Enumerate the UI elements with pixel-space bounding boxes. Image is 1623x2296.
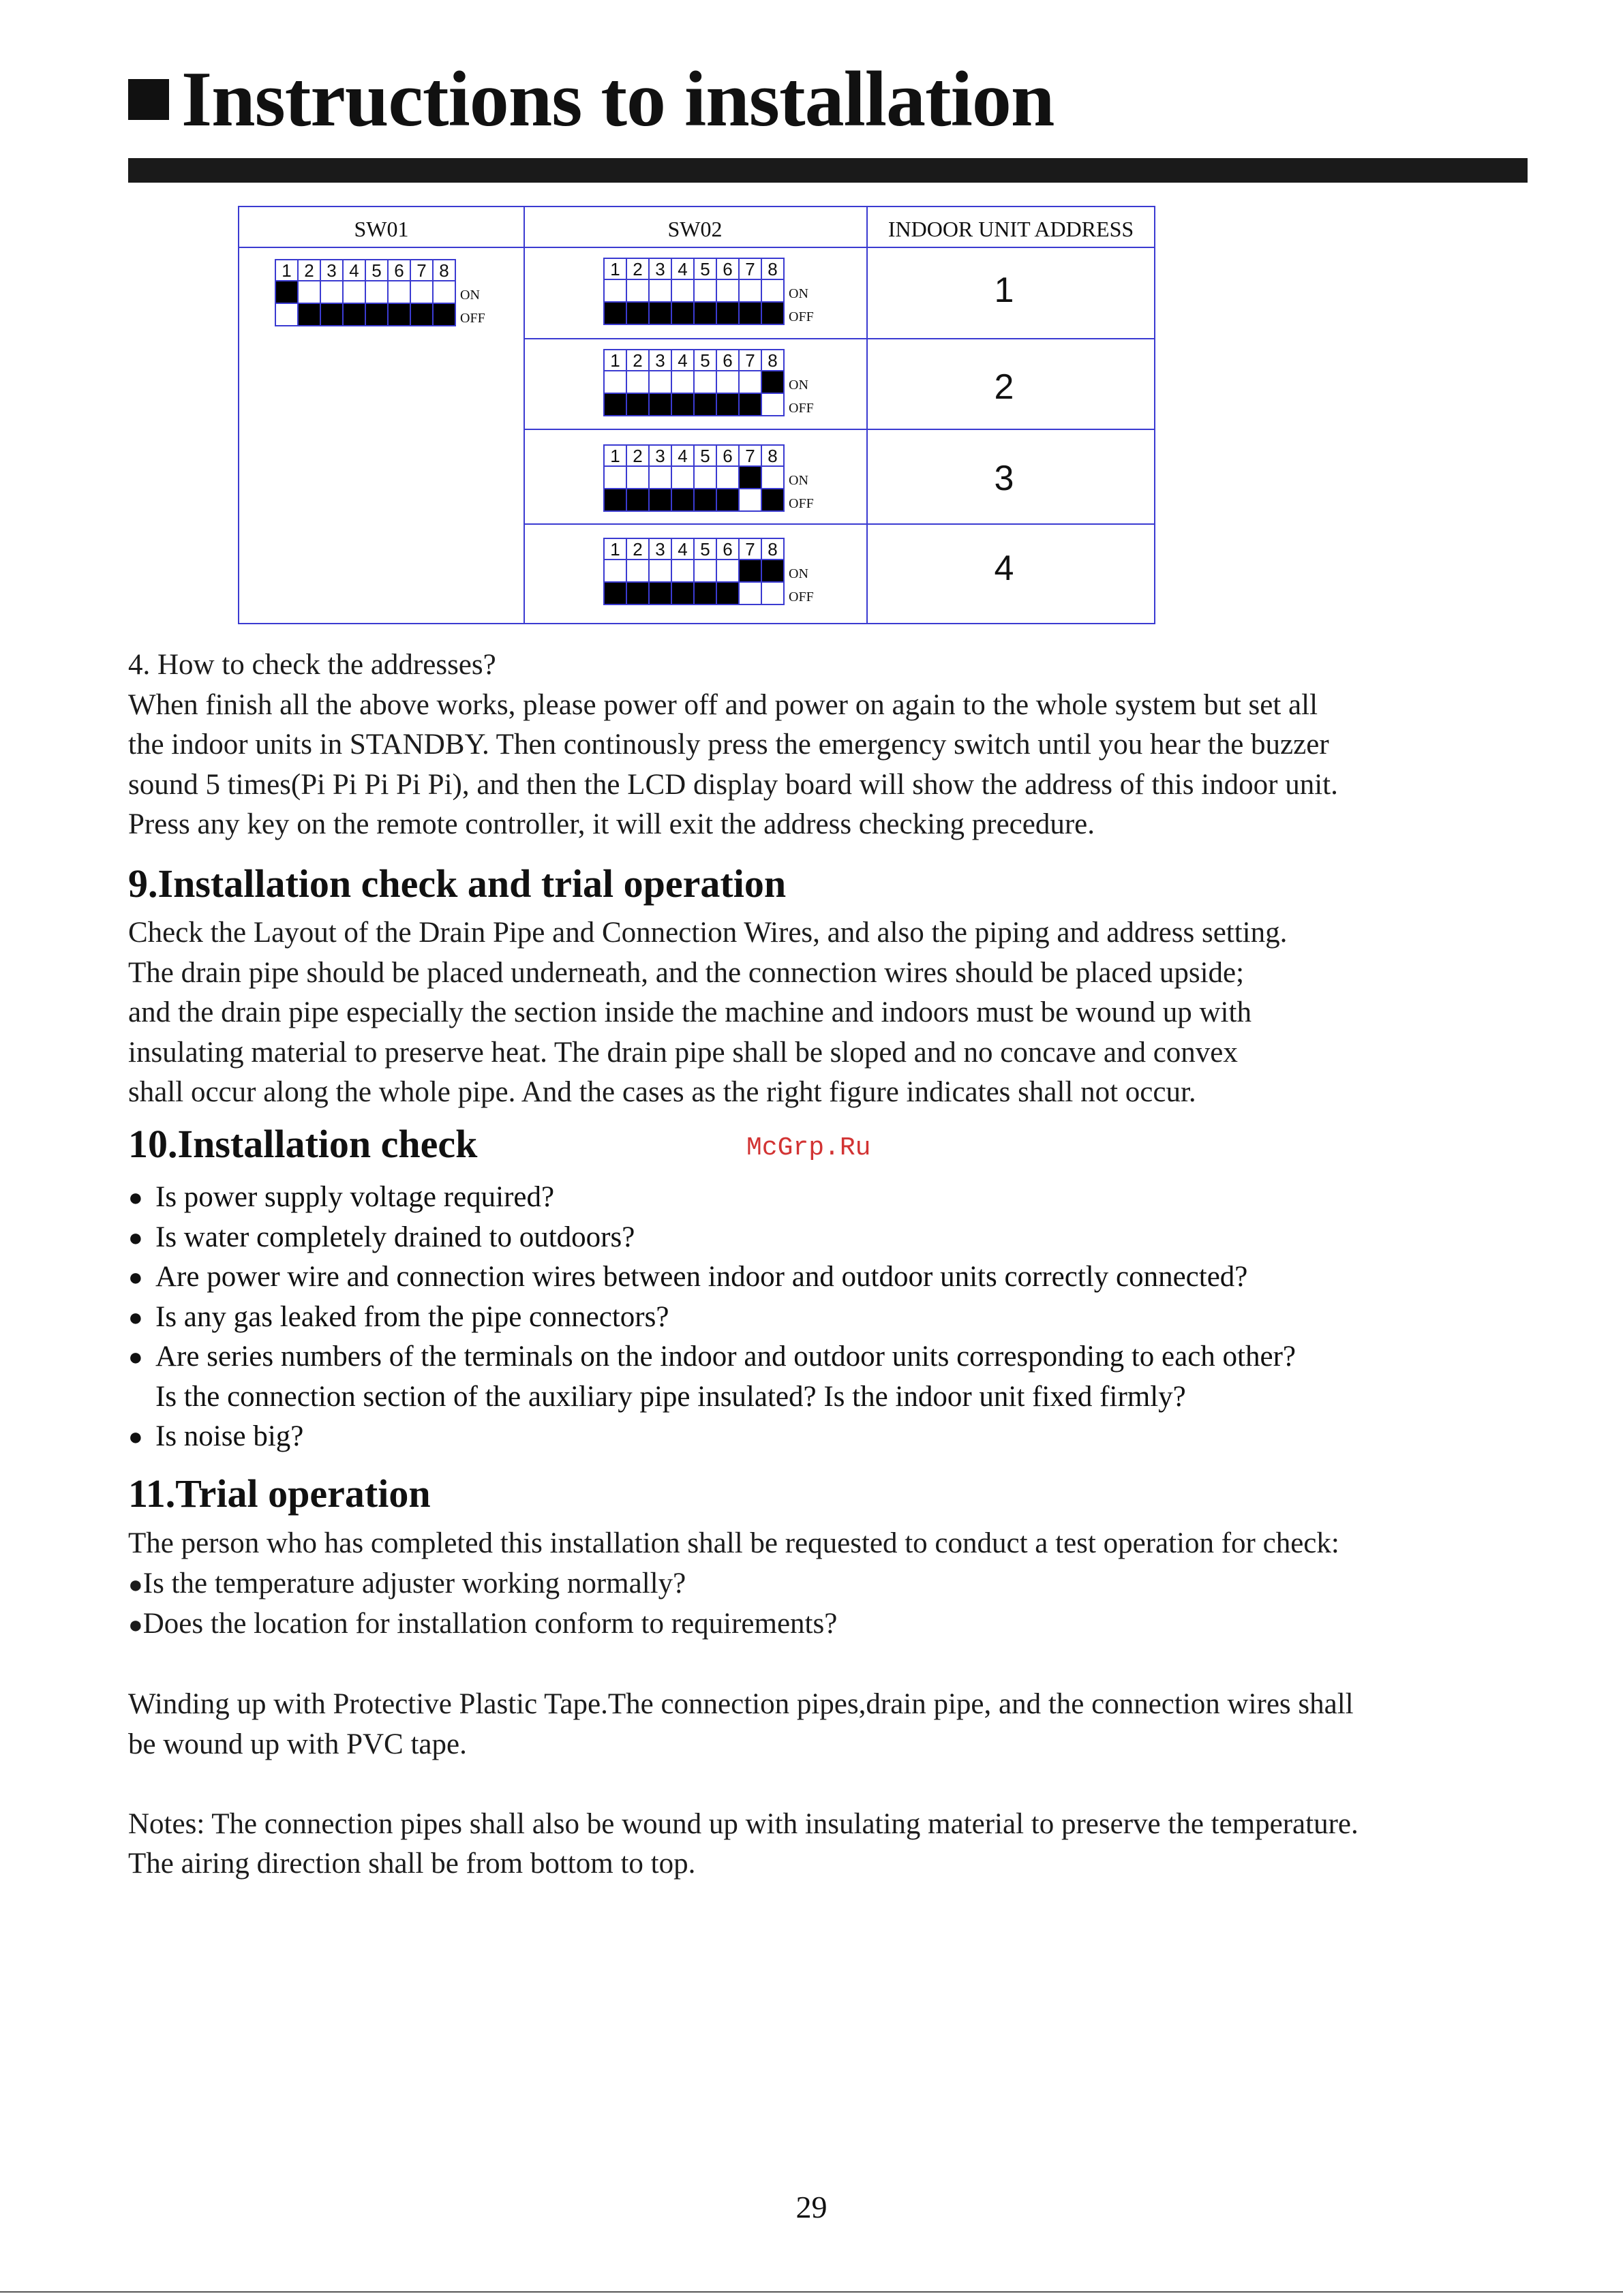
switch-on-row-cell — [762, 560, 785, 583]
bullet-icon: ● — [128, 1611, 143, 1638]
switch-off-row-cell — [650, 583, 672, 605]
table-divider — [524, 429, 1154, 430]
paragraph-line: shall occur along the whole pipe. And the cases as the right figure indicates shall not occur. — [128, 1076, 1196, 1108]
indoor-unit-address: 2 — [994, 367, 1014, 407]
list-item-continuation: Is the connection section of the auxiliary pipe insulated? Is the indoor unit fixed firmly? — [155, 1380, 1186, 1413]
dip-switch-grid — [603, 258, 785, 325]
switch-off-row-cell — [695, 583, 717, 605]
switch-off-row-cell — [762, 303, 785, 325]
list-item: ● Are power wire and connection wires between indoor and outdoor units correctly connected? — [128, 1257, 1296, 1298]
indoor-unit-address: 4 — [994, 549, 1014, 588]
switch-number: 5 — [695, 350, 717, 371]
switch-number: 3 — [321, 260, 344, 281]
off-label: OFF — [789, 496, 814, 511]
dip-switch-table — [238, 206, 1155, 624]
switch-number: 7 — [740, 446, 762, 467]
switch-off-row-cell — [695, 394, 717, 416]
switch-number: 2 — [627, 259, 650, 280]
switch-on-row-cell — [672, 560, 695, 583]
switch-number: 5 — [695, 446, 717, 467]
table-divider — [524, 338, 1154, 339]
watermark: McGrp.Ru — [746, 1133, 871, 1163]
switch-number: 1 — [276, 260, 299, 281]
sw01-dip-switch — [275, 259, 485, 326]
switch-off-row-cell — [740, 303, 762, 325]
installation-check-list — [128, 1178, 1296, 1457]
switch-on-row-cell — [627, 280, 650, 303]
switch-off-row-cell — [627, 489, 650, 512]
switch-number: 8 — [762, 446, 785, 467]
switch-off-row-cell — [740, 583, 762, 605]
list-item: ●Is the temperature adjuster working normally? — [128, 1567, 686, 1599]
switch-on-row-cell — [627, 371, 650, 394]
list-item: ● Is noise big? — [128, 1417, 1296, 1457]
switch-number: 5 — [366, 260, 389, 281]
switch-off-row-cell — [627, 394, 650, 416]
switch-off-row-cell — [717, 303, 740, 325]
switch-off-row-cell — [276, 304, 299, 326]
switch-on-row-cell — [650, 560, 672, 583]
sw02-dip-switch — [603, 349, 814, 416]
bullet-icon: ● — [128, 1184, 143, 1211]
paragraph-line: Winding up with Protective Plastic Tape.The connection pipes,drain pipe, and the connection wires shall — [128, 1688, 1354, 1720]
page-header — [128, 56, 1055, 143]
switch-off-row-cell — [321, 304, 344, 326]
switch-on-row-cell — [717, 467, 740, 489]
on-label: ON — [460, 288, 480, 303]
switch-off-row-cell — [740, 394, 762, 416]
switch-on-row-cell — [605, 371, 627, 394]
switch-off-row-cell — [605, 489, 627, 512]
switch-off-row-cell — [627, 583, 650, 605]
switch-off-row-cell — [344, 304, 366, 326]
switch-number: 3 — [650, 446, 672, 467]
switch-on-row-cell — [321, 281, 344, 304]
paragraph-line: Press any key on the remote controller, it will exit the address checking precedure. — [128, 808, 1095, 840]
dip-switch-grid — [603, 444, 785, 512]
section-9-body — [128, 913, 1546, 1113]
switch-on-row-cell — [762, 280, 785, 303]
table-divider — [239, 247, 1154, 248]
switch-off-row-cell — [672, 303, 695, 325]
list-item: ● Are series numbers of the terminals on the indoor and outdoor units corresponding to each other? — [128, 1337, 1296, 1377]
switch-on-row-cell — [695, 560, 717, 583]
switch-on-row-cell — [299, 281, 321, 304]
switch-off-row-cell — [434, 304, 456, 326]
switch-on-row-cell — [740, 280, 762, 303]
paragraph-line: Check the Layout of the Drain Pipe and Connection Wires, and also the piping and address setting. — [128, 917, 1288, 949]
switch-number: 6 — [389, 260, 411, 281]
title-square-icon — [128, 79, 169, 120]
switch-number: 8 — [762, 539, 785, 560]
switch-number: 7 — [411, 260, 434, 281]
switch-on-row-cell — [605, 560, 627, 583]
switch-on-row-cell — [650, 280, 672, 303]
paragraph-line: be wound up with PVC tape. — [128, 1728, 467, 1760]
switch-off-row-cell — [740, 489, 762, 512]
switch-off-row-cell — [366, 304, 389, 326]
sw02-dip-switch — [603, 538, 814, 605]
paragraph-line: and the drain pipe especially the section inside the machine and indoors must be wound up with — [128, 996, 1252, 1028]
switch-number: 2 — [299, 260, 321, 281]
switch-number: 3 — [650, 539, 672, 560]
on-label: ON — [789, 378, 808, 393]
switch-on-row-cell — [762, 371, 785, 394]
switch-on-row-cell — [695, 280, 717, 303]
indoor-unit-address: 1 — [994, 271, 1014, 310]
bullet-icon: ● — [128, 1343, 143, 1371]
switch-on-row-cell — [740, 371, 762, 394]
switch-on-row-cell — [276, 281, 299, 304]
switch-on-row-cell — [605, 467, 627, 489]
section-11-body — [128, 1524, 1546, 1884]
section-4 — [128, 645, 1546, 845]
bullet-icon: ● — [128, 1570, 143, 1598]
paragraph-line: The drain pipe should be placed underneath, and the connection wires should be placed upside; — [128, 956, 1245, 989]
list-item: ●Does the location for installation conform to requirements? — [128, 1608, 838, 1640]
switch-on-row-cell — [762, 467, 785, 489]
switch-on-row-cell — [650, 467, 672, 489]
table-divider — [524, 523, 1154, 525]
paragraph-line: sound 5 times(Pi Pi Pi Pi Pi), and then the LCD display board will show the address of this indoor unit. — [128, 768, 1338, 801]
column-header-address: INDOOR UNIT ADDRESS — [888, 217, 1134, 241]
switch-number: 2 — [627, 446, 650, 467]
indoor-unit-address: 3 — [994, 459, 1014, 498]
switch-number: 8 — [762, 350, 785, 371]
paragraph-line: the indoor units in STANDBY. Then continously press the emergency switch until you hear the buzzer — [128, 729, 1329, 761]
switch-on-row-cell — [627, 560, 650, 583]
switch-on-row-cell — [740, 560, 762, 583]
switch-number: 7 — [740, 539, 762, 560]
switch-off-row-cell — [717, 394, 740, 416]
switch-on-row-cell — [650, 371, 672, 394]
switch-number: 6 — [717, 350, 740, 371]
page-number: 29 — [795, 2190, 828, 2224]
switch-on-row-cell — [717, 560, 740, 583]
switch-number: 4 — [672, 350, 695, 371]
switch-off-row-cell — [650, 303, 672, 325]
switch-on-row-cell — [717, 280, 740, 303]
on-label: ON — [789, 473, 808, 488]
switch-off-row-cell — [762, 583, 785, 605]
switch-number: 4 — [672, 259, 695, 280]
switch-on-row-cell — [411, 281, 434, 304]
switch-off-row-cell — [389, 304, 411, 326]
switch-off-row-cell — [627, 303, 650, 325]
switch-number: 1 — [605, 259, 627, 280]
switch-off-row-cell — [605, 583, 627, 605]
table-divider — [866, 207, 868, 623]
paragraph-line: The airing direction shall be from bottom to top. — [128, 1848, 696, 1880]
list-item: ● Is water completely drained to outdoors? — [128, 1218, 1296, 1258]
switch-on-row-cell — [344, 281, 366, 304]
switch-number: 8 — [762, 259, 785, 280]
switch-on-row-cell — [434, 281, 456, 304]
switch-off-row-cell — [717, 489, 740, 512]
switch-off-row-cell — [672, 583, 695, 605]
switch-off-row-cell — [762, 489, 785, 512]
switch-number: 1 — [605, 539, 627, 560]
switch-off-row-cell — [672, 489, 695, 512]
switch-number: 4 — [672, 539, 695, 560]
switch-number: 7 — [740, 259, 762, 280]
switch-number: 6 — [717, 539, 740, 560]
on-label: ON — [789, 286, 808, 301]
switch-on-row-cell — [740, 467, 762, 489]
dip-switch-grid — [603, 349, 785, 416]
bullet-icon: ● — [128, 1264, 143, 1291]
switch-number: 7 — [740, 350, 762, 371]
on-label: ON — [789, 566, 808, 581]
paragraph-line: When finish all the above works, please power off and power on again to the whole system but set all — [128, 688, 1318, 721]
switch-off-row-cell — [605, 303, 627, 325]
switch-on-row-cell — [605, 280, 627, 303]
paragraph-line: Notes: The connection pipes shall also be wound up with insulating material to preserve the temperature. — [128, 1807, 1359, 1840]
bottom-rule — [0, 2291, 1623, 2293]
off-label: OFF — [789, 401, 814, 416]
switch-on-row-cell — [717, 371, 740, 394]
list-item: ● Is power supply voltage required? — [128, 1178, 1296, 1218]
switch-on-row-cell — [672, 280, 695, 303]
switch-number: 1 — [605, 350, 627, 371]
switch-off-row-cell — [650, 394, 672, 416]
switch-on-row-cell — [366, 281, 389, 304]
sw02-dip-switch — [603, 258, 814, 325]
page-title: Instructions to installation — [181, 56, 1055, 143]
section-4-heading: 4. How to check the addresses? — [128, 649, 496, 681]
switch-on-row-cell — [627, 467, 650, 489]
switch-number: 4 — [672, 446, 695, 467]
bullet-icon: ● — [128, 1423, 143, 1450]
switch-number: 6 — [717, 446, 740, 467]
switch-off-row-cell — [411, 304, 434, 326]
switch-on-row-cell — [695, 371, 717, 394]
switch-number: 8 — [434, 260, 456, 281]
dip-switch-grid — [275, 259, 456, 326]
switch-number: 6 — [717, 259, 740, 280]
switch-number: 3 — [650, 259, 672, 280]
switch-number: 3 — [650, 350, 672, 371]
off-label: OFF — [789, 309, 814, 324]
column-header-sw02: SW02 — [667, 217, 723, 241]
sw02-dip-switch — [603, 444, 814, 512]
switch-on-row-cell — [389, 281, 411, 304]
section-10-heading: 10.Installation check — [128, 1122, 478, 1166]
off-label: OFF — [789, 590, 814, 604]
paragraph-line: insulating material to preserve heat. The drain pipe shall be sloped and no concave and convex — [128, 1036, 1238, 1069]
section-11-heading: 11.Trial operation — [128, 1471, 431, 1516]
bullet-icon: ● — [128, 1223, 143, 1251]
switch-on-row-cell — [695, 467, 717, 489]
switch-off-row-cell — [695, 303, 717, 325]
section-9-heading: 9.Installation check and trial operation — [128, 861, 787, 906]
column-header-sw01: SW01 — [354, 217, 409, 241]
title-rule — [128, 158, 1528, 183]
switch-off-row-cell — [695, 489, 717, 512]
switch-off-row-cell — [650, 489, 672, 512]
switch-off-row-cell — [717, 583, 740, 605]
switch-on-row-cell — [672, 467, 695, 489]
switch-number: 4 — [344, 260, 366, 281]
paragraph-line: The person who has completed this installation shall be requested to conduct a test operation for check: — [128, 1527, 1339, 1559]
switch-number: 2 — [627, 350, 650, 371]
off-label: OFF — [460, 311, 485, 326]
table-divider — [524, 207, 525, 623]
switch-number: 5 — [695, 539, 717, 560]
switch-number: 2 — [627, 539, 650, 560]
switch-off-row-cell — [762, 394, 785, 416]
switch-off-row-cell — [605, 394, 627, 416]
switch-off-row-cell — [672, 394, 695, 416]
switch-on-row-cell — [672, 371, 695, 394]
list-item: ● Is any gas leaked from the pipe connectors? — [128, 1298, 1296, 1338]
switch-number: 1 — [605, 446, 627, 467]
switch-number: 5 — [695, 259, 717, 280]
bullet-icon: ● — [128, 1303, 143, 1331]
switch-off-row-cell — [299, 304, 321, 326]
dip-switch-grid — [603, 538, 785, 605]
